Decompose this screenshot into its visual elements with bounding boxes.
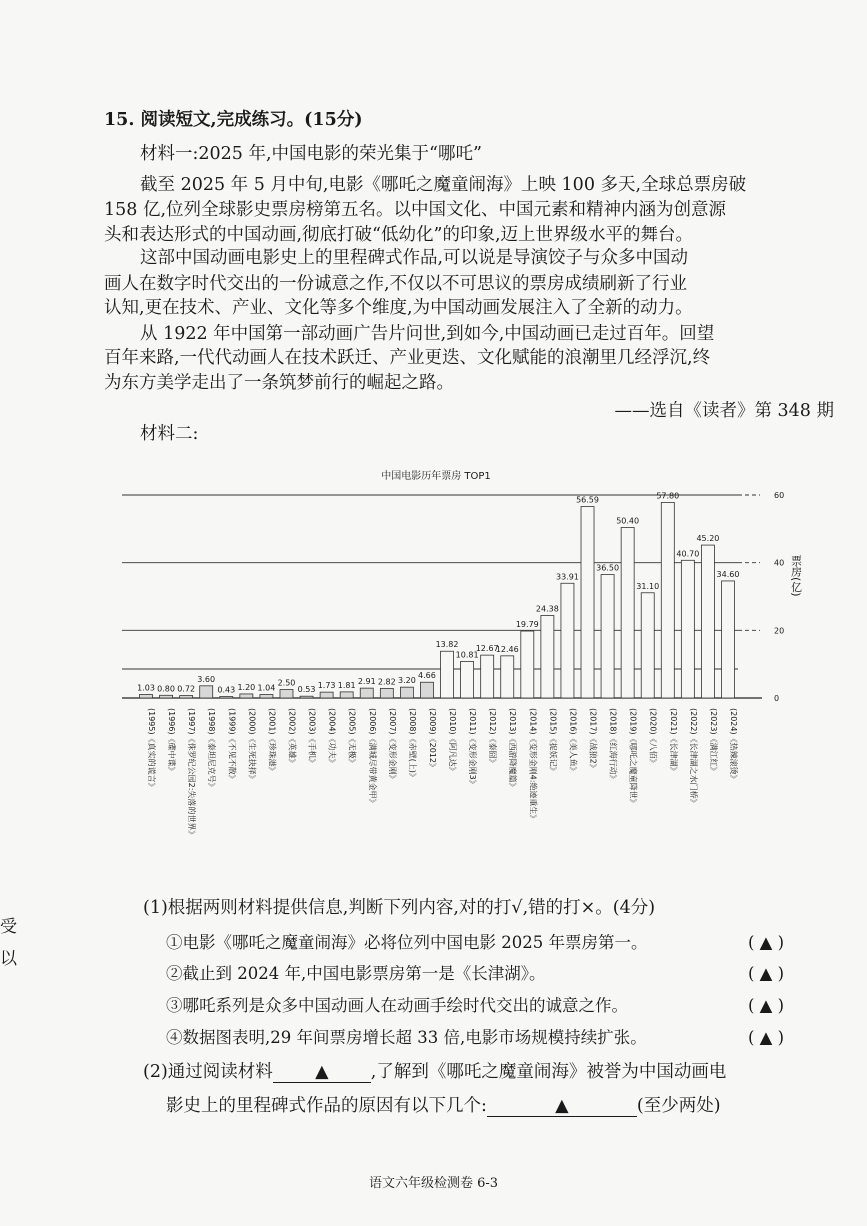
category-label: (2007)《变形金刚》 [387, 708, 397, 783]
value-label: 13.82 [435, 640, 459, 650]
category-label: (2015)《捉妖记》 [548, 708, 558, 775]
value-label: 3.60 [197, 674, 216, 684]
category-label: (2021)《长津湖》 [668, 708, 678, 775]
text-line: 为东方美学走出了一条筑梦前行的崛起之路。 [104, 373, 454, 393]
value-label: 12.46 [495, 644, 519, 654]
text-line: 158 亿,位列全球影史票房榜第五名。以中国文化、中国元素和精神内涵为创意源 [104, 200, 727, 220]
judge-item-4: ④数据图表明,29 年间票房增长超 33 倍,电影市场规模持续扩张。 [166, 1028, 647, 1047]
material-two-title: 材料二: [140, 424, 199, 444]
bar [461, 661, 474, 698]
text-line: 画人在数字时代交出的一份诚意之作,不仅以不可思议的票房成绩刷新了行业 [104, 274, 688, 294]
value-label: 0.53 [297, 685, 316, 695]
bar [521, 631, 534, 698]
category-label: (2005)《无极》 [347, 708, 357, 767]
category-label: (2004)《功夫》 [327, 708, 337, 767]
category-label: (2014)《变形金刚4:绝迹重生》 [528, 708, 538, 823]
margin-char: 以 [0, 949, 17, 969]
value-label: 19.79 [515, 620, 539, 630]
bar [501, 656, 514, 698]
value-label: 12.67 [475, 644, 499, 654]
category-label: (2009)《2012》 [427, 708, 437, 771]
answer-blank-1[interactable]: ▲ [273, 1064, 371, 1083]
text-line: 从 1922 年中国第一部动画广告片问世,到如今,中国动画已走过百年。回望 [140, 324, 715, 344]
bar [320, 692, 333, 698]
y-tick-label: 40 [774, 558, 785, 568]
bar [441, 651, 454, 698]
question-2-part-c: 影史上的里程碑式作品的原因有以下几个: [166, 1096, 487, 1116]
category-label: (2003)《手机》 [307, 708, 317, 767]
bar [220, 697, 233, 698]
bar [180, 696, 193, 698]
answer-bracket[interactable]: ( ▲ ) [748, 996, 785, 1015]
category-label: (2006)《满城尽带黄金甲》 [367, 708, 377, 807]
bar [561, 583, 574, 698]
category-label: (2022)《长津湖之水门桥》 [688, 708, 698, 807]
value-label: 4.66 [418, 671, 436, 681]
question-2-part-b: ,了解到《哪吒之魔童闹海》被誉为中国动画电 [370, 1062, 727, 1082]
y-axis-label: 票房(亿) [789, 555, 803, 597]
bar [200, 686, 213, 698]
value-label: 24.38 [535, 604, 559, 614]
judge-item-2: ②截止到 2024 年,中国电影票房第一是《长津湖》。 [166, 964, 546, 983]
category-label: (2020)《八佰》 [648, 708, 658, 767]
question-title: 15. 阅读短文,完成练习。(15分) [104, 110, 363, 130]
bar [400, 687, 413, 698]
value-label: 2.91 [357, 677, 376, 687]
category-label: (2011)《变形金刚3》 [468, 708, 478, 788]
text-line: 截至 2025 年 5 月中旬,电影《哪吒之魔童闹海》上映 100 多天,全球总票房破 [140, 175, 747, 195]
value-label: 0.43 [217, 685, 236, 695]
category-label: (1999)《不见不散》 [227, 708, 237, 783]
value-label: 31.10 [636, 581, 660, 591]
box-office-chart [0, 455, 867, 865]
bar [722, 581, 735, 698]
value-label: 57.80 [656, 491, 680, 501]
value-label: 1.81 [337, 680, 356, 690]
value-label: 50.40 [616, 516, 640, 526]
category-label: (2018)《红海行动》 [608, 708, 618, 783]
value-label: 1.03 [137, 683, 155, 693]
value-label: 0.80 [157, 684, 175, 694]
text-line: 这部中国动画电影史上的里程碑式作品,可以说是导演饺子与众多中国动 [140, 248, 689, 268]
value-label: 1.73 [317, 681, 336, 691]
bar [300, 696, 313, 698]
value-label: 1.20 [237, 682, 256, 692]
text-line: 头和表达形式的中国动画,彻底打破“低幼化”的印象,迈上世界级水平的舞台。 [104, 225, 694, 245]
category-label: (2000)《生死抉择》 [247, 708, 257, 783]
bar [701, 545, 714, 698]
bar [481, 655, 494, 698]
y-tick-label: 0 [774, 694, 780, 703]
bar [360, 688, 373, 698]
value-label: 1.04 [257, 683, 276, 693]
question-2-part-a: (2)通过阅读材料 [143, 1062, 273, 1082]
category-label: (2010)《阿凡达》 [448, 708, 458, 775]
category-label: (1995)《真实的谎言》 [147, 708, 156, 791]
bar [621, 527, 634, 698]
value-label: 56.59 [576, 495, 599, 505]
value-label: 33.91 [555, 572, 579, 582]
category-label: (2017)《战狼2》 [588, 708, 598, 772]
source-citation: ——选自《读者》第 348 期 [614, 401, 834, 421]
category-label: (2024)《热辣滚烫》 [729, 708, 738, 783]
category-label: (2001)《珍珠港》 [267, 708, 277, 775]
page-footer: 语文六年级检测卷 6-3 [368, 1176, 499, 1191]
value-label: 34.60 [716, 569, 740, 579]
category-label: (2019)《哪吒之魔童降世》 [628, 708, 638, 807]
value-label: 2.50 [277, 678, 296, 688]
bar [380, 688, 393, 698]
category-label: (1998)《泰坦尼克号》 [207, 708, 217, 791]
bar [420, 682, 433, 698]
bar [140, 695, 153, 698]
category-label: (2008)《赤壁(上)》 [407, 708, 417, 781]
question-1: (1)根据两则材料提供信息,判断下列内容,对的打√,错的打×。(4分) [143, 898, 656, 918]
bar [581, 507, 594, 698]
question-2-line-1 [143, 1064, 726, 1083]
answer-bracket[interactable]: ( ▲ ) [748, 1028, 785, 1047]
bar [601, 575, 614, 698]
text-line: 认知,更在技术、产业、文化等多个维度,为中国动画发展注入了全新的动力。 [104, 298, 693, 318]
bar [260, 694, 273, 698]
category-label: (1997)《侏罗纪公园2:失落的世界》 [187, 708, 197, 839]
question-2-part-d: (至少两处) [636, 1096, 721, 1116]
judge-item-3: ③哪吒系列是众多中国动画人在动画手绘时代交出的诚意之作。 [166, 996, 628, 1015]
y-tick-label: 20 [774, 626, 785, 636]
question-2-line-2 [166, 1098, 721, 1117]
answer-blank-2[interactable]: ▲ [487, 1098, 637, 1117]
judge-item-1: ①电影《哪吒之魔童闹海》必将位列中国电影 2025 年票房第一。 [166, 933, 648, 952]
bar [340, 692, 353, 698]
text-line: 百年来路,一代代动画人在技术跃迁、产业更迭、文化赋能的浪潮里几经浮沉,终 [104, 348, 711, 368]
answer-bracket[interactable]: ( ▲ ) [748, 964, 785, 983]
value-label: 10.81 [455, 650, 479, 660]
value-label: 3.20 [397, 676, 416, 686]
y-tick-label: 60 [774, 491, 785, 500]
answer-bracket[interactable]: ( ▲ ) [748, 933, 785, 952]
value-label: 0.72 [177, 684, 196, 694]
margin-char: 受 [0, 917, 17, 937]
value-label: 45.20 [696, 534, 720, 544]
category-label: (1996)《碟中谍》 [167, 708, 177, 775]
chart-title: 中国电影历年票房 TOP1 [381, 471, 491, 482]
value-label: 2.82 [377, 677, 396, 687]
material-one-title: 材料一:2025 年,中国电影的荣光集于“哪吒” [140, 144, 482, 164]
bar [661, 502, 674, 698]
category-label: (2023)《满江红》 [708, 708, 718, 775]
category-label: (2013)《西游降魔篇》 [508, 708, 518, 791]
category-label: (2012)《泰囧》 [488, 708, 498, 767]
bar [240, 694, 253, 698]
bar [541, 616, 554, 698]
bar [160, 695, 173, 698]
category-label: (2016)《美人鱼》 [568, 708, 578, 775]
value-label: 36.50 [596, 563, 620, 573]
value-label: 40.70 [676, 549, 700, 559]
category-label: (2002)《英雄》 [287, 708, 297, 767]
bar [641, 593, 654, 698]
bar [280, 690, 293, 698]
bar [681, 560, 694, 698]
